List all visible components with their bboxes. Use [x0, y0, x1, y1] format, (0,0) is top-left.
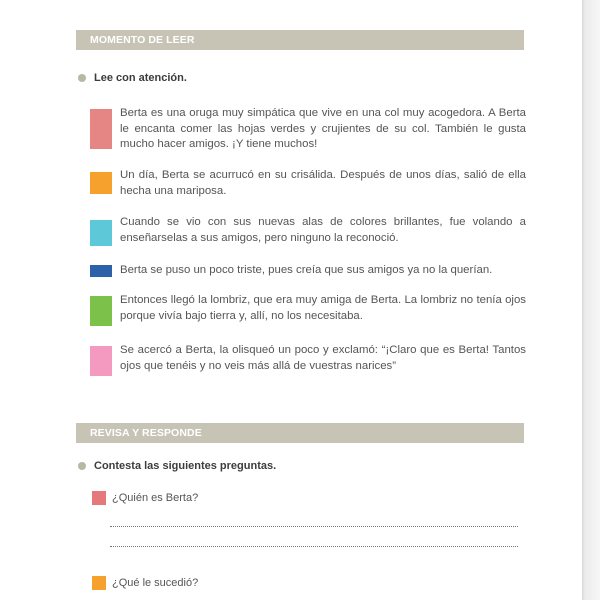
question-2 [92, 575, 198, 591]
answer-line[interactable] [110, 546, 518, 547]
color-swatch-icon [90, 296, 112, 326]
paragraph-6 [90, 343, 526, 374]
color-swatch-icon [92, 576, 106, 590]
color-swatch-icon [90, 109, 112, 149]
color-swatch-icon [90, 265, 112, 277]
instruction-read [78, 70, 187, 86]
question-text: ¿Quién es Berta? [112, 492, 199, 504]
paragraph-4 [90, 263, 526, 279]
question-1 [92, 490, 198, 506]
instruction-answer-text: Contesta las siguientes preguntas. [94, 460, 277, 472]
paragraph-text: Se acercó a Berta, la olisqueó un poco y exclamó: “¡Claro que es Berta! Tantos ojos que tenéis y no veis más allá de vuestras narices” [120, 344, 526, 372]
color-swatch-icon [92, 491, 106, 505]
paragraph-5 [90, 293, 526, 324]
paragraph-text: Entonces llegó la lombriz, que era muy amiga de Berta. La lombriz no tenía ojos porque vivía bajo tierra y, allí, no los necesitaba. [120, 294, 526, 322]
paragraph-text: Berta es una oruga muy simpática que vive en una col muy acogedora. A Berta le encanta comer las hojas verdes y crujientes de su col. También le gusta mucho hacer amigos. ¡Y tiene muchos! [120, 107, 526, 150]
paragraph-3 [90, 215, 526, 246]
question-text: ¿Qué le sucedió? [112, 577, 199, 589]
bullet-dot-icon [78, 462, 86, 470]
paragraph-text: Berta se puso un poco triste, pues creía que sus amigos ya no la querían. [120, 264, 493, 276]
section-header-review: REVISA Y RESPONDE [76, 423, 524, 443]
answer-line[interactable] [110, 526, 518, 527]
paragraph-1 [90, 106, 526, 153]
color-swatch-icon [90, 220, 112, 246]
color-swatch-icon [90, 346, 112, 376]
color-swatch-icon [90, 172, 112, 194]
instruction-read-text: Lee con atención. [94, 72, 187, 84]
paragraph-2 [90, 168, 526, 199]
section-header-read: MOMENTO DE LEER [76, 30, 524, 50]
instruction-answer [78, 458, 276, 474]
paragraph-text: Cuando se vio con sus nuevas alas de colores brillantes, fue volando a enseñarselas a sus amigos, pero ninguno la reconoció. [120, 216, 526, 244]
page-edge [582, 0, 600, 600]
paragraph-text: Un día, Berta se acurrucó en su crisálida. Después de unos días, salió de ella hecha una mariposa. [120, 169, 526, 197]
bullet-dot-icon [78, 74, 86, 82]
